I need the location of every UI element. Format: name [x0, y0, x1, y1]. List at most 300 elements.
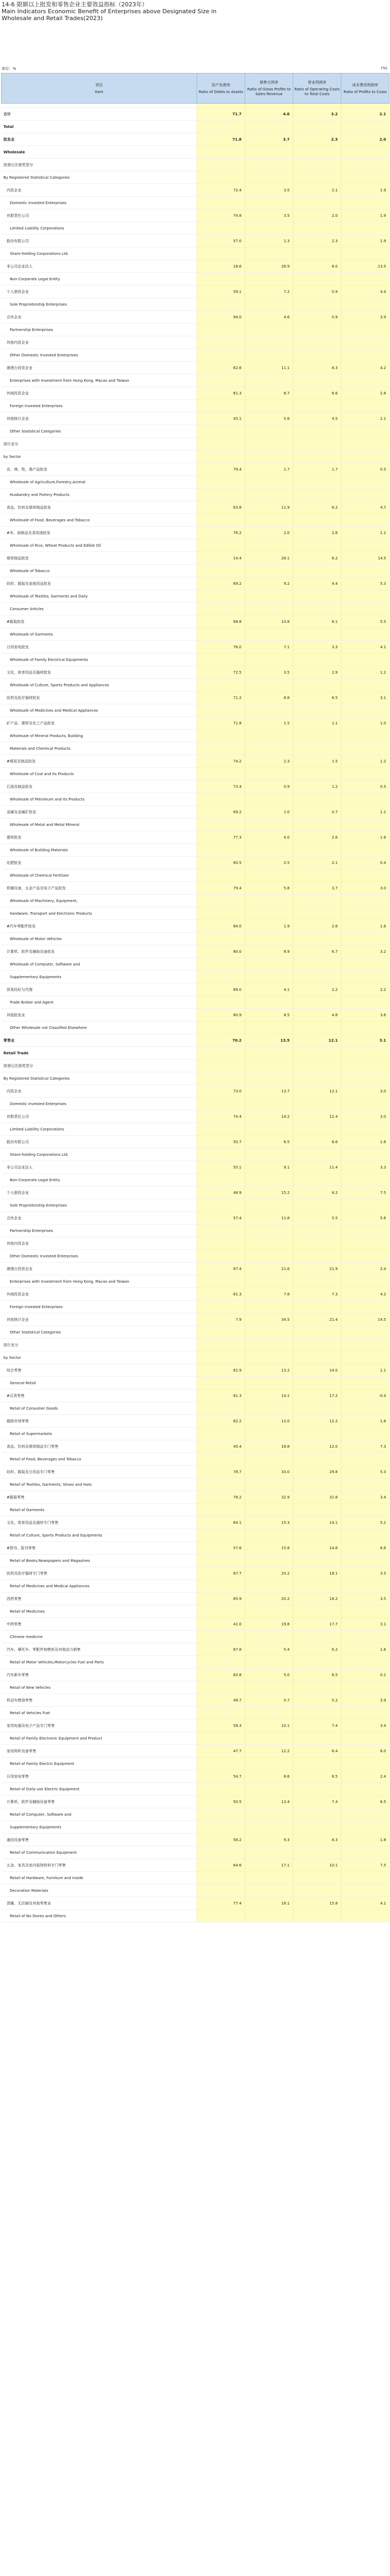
table-row: [2, 1237, 389, 1250]
table-row: [2, 146, 389, 159]
table-row: [2, 666, 389, 679]
gross-profit-ratio-cell: 18.1: [245, 1897, 293, 1910]
debt-ratio-cell: 57.6: [197, 1542, 245, 1554]
row-label: 石油及制品批发: [2, 780, 197, 793]
operating-ratio-cell: [293, 1275, 341, 1288]
gross-profit-ratio-cell: [245, 1707, 293, 1719]
profit-cost-ratio-cell: 0.5: [341, 780, 389, 793]
debt-ratio-cell: 65.9: [197, 1593, 245, 1605]
row-label: 化肥批发: [2, 857, 197, 869]
gross-profit-ratio-cell: 9.1: [245, 1161, 293, 1174]
row-label: 按登记注册类型分: [2, 159, 197, 171]
gross-profit-ratio-cell: [245, 565, 293, 577]
table-row: [2, 108, 389, 121]
gross-profit-ratio-cell: [245, 1326, 293, 1339]
header-gross-profit-ratio: [245, 73, 293, 104]
debt-ratio-cell: 60.5: [197, 857, 245, 869]
profit-cost-ratio-cell: [341, 1821, 389, 1834]
gross-profit-ratio-cell: 8.5: [245, 1009, 293, 1022]
operating-ratio-cell: 8.2: [293, 1186, 341, 1199]
row-label: 合伙企业: [2, 311, 197, 324]
debt-ratio-cell: 14.4: [197, 552, 245, 565]
table-row: [2, 1859, 389, 1872]
row-label: Wholesale of Medicines and Medical Appliances: [2, 704, 197, 717]
gross-profit-ratio-cell: 4.6: [245, 108, 293, 121]
row-label: 机动车燃油零售: [2, 1694, 197, 1707]
table-row: [2, 324, 389, 336]
gross-profit-ratio-cell: 0.9: [245, 780, 293, 793]
table-row: [2, 1796, 389, 1808]
row-label: Wholesale of Petroleum and Its Products: [2, 793, 197, 806]
table-row: [2, 818, 389, 831]
table-row: [2, 768, 389, 780]
table-row: [2, 1529, 389, 1542]
row-label: Supplementary Equipments: [2, 1821, 197, 1834]
table-row: [2, 730, 389, 742]
gross-profit-ratio-cell: [245, 1237, 293, 1250]
row-label: Domestic Invested Enterprises: [2, 1098, 197, 1110]
gross-profit-ratio-cell: 10.1: [245, 1719, 293, 1732]
profit-cost-ratio-cell: 4.1: [341, 1897, 389, 1910]
operating-ratio-cell: 21.4: [293, 1313, 341, 1326]
table-row: [2, 1681, 389, 1694]
gross-profit-ratio-cell: [245, 349, 293, 362]
operating-ratio-cell: [293, 1060, 341, 1072]
operating-ratio-cell: [293, 1351, 341, 1364]
operating-ratio-cell: 0.9: [293, 311, 341, 324]
table-row: [2, 920, 389, 933]
gross-profit-ratio-cell: [245, 1250, 293, 1263]
row-label: Husbandry and Fishery Products: [2, 489, 197, 501]
row-label: Sole Proprietorship Enterprises: [2, 298, 197, 311]
profit-cost-ratio-cell: [341, 565, 389, 577]
operating-ratio-cell: 2.6: [293, 831, 341, 844]
profit-cost-ratio-cell: [341, 1237, 389, 1250]
table-row: [2, 603, 389, 615]
gross-profit-ratio-cell: [245, 907, 293, 920]
gross-profit-ratio-cell: 1.3: [245, 235, 293, 247]
profit-cost-ratio-cell: [341, 1631, 389, 1643]
table-row: [2, 1694, 389, 1707]
header-item-cn: 项目: [95, 82, 103, 87]
profit-cost-ratio-cell: [341, 1758, 389, 1770]
debt-ratio-cell: 79.4: [197, 882, 245, 895]
gross-profit-ratio-cell: 2.5: [245, 857, 293, 869]
profit-cost-ratio-cell: [341, 628, 389, 641]
table-row: [2, 679, 389, 692]
operating-ratio-cell: [293, 1681, 341, 1694]
gross-profit-ratio-cell: [245, 1656, 293, 1669]
table-row: [2, 1491, 389, 1504]
debt-ratio-cell: 61.3: [197, 1288, 245, 1301]
table-row: [2, 121, 389, 133]
operating-ratio-cell: 11.4: [293, 1161, 341, 1174]
header-debt-ratio: [197, 73, 245, 104]
profit-cost-ratio-cell: [341, 844, 389, 857]
operating-ratio-cell: [293, 869, 341, 882]
gross-profit-ratio-cell: 7.1: [245, 641, 293, 654]
gross-profit-ratio-cell: 34.5: [245, 1313, 293, 1326]
table-row: [2, 958, 389, 971]
table-row: [2, 755, 389, 768]
profit-cost-ratio-cell: 3.1: [341, 1034, 389, 1047]
gross-profit-ratio-cell: [245, 1275, 293, 1288]
gross-profit-ratio-cell: 8.6: [245, 1770, 293, 1783]
operating-ratio-cell: [293, 1605, 341, 1618]
row-label: Foreign Invested Enterprises: [2, 1301, 197, 1313]
profit-cost-ratio-cell: 3.0: [341, 1110, 389, 1123]
profit-cost-ratio-cell: [341, 1808, 389, 1821]
gross-profit-ratio-cell: [245, 121, 293, 133]
operating-ratio-cell: 2.3: [293, 235, 341, 247]
operating-ratio-cell: [293, 247, 341, 260]
table-row: [2, 463, 389, 476]
debt-ratio-cell: [197, 222, 245, 235]
table-row: [2, 1313, 389, 1326]
operating-ratio-cell: 12.4: [293, 1110, 341, 1123]
gross-profit-ratio-cell: [245, 1339, 293, 1351]
table-row: [2, 450, 389, 463]
row-label: 建材批发: [2, 831, 197, 844]
operating-ratio-cell: 5.5: [293, 1212, 341, 1225]
debt-ratio-cell: [197, 742, 245, 755]
table-row: [2, 1377, 389, 1390]
operating-ratio-cell: 6.5: [293, 692, 341, 704]
gross-profit-ratio-cell: [245, 1377, 293, 1390]
row-label: 货摊、无店铺及其他零售业: [2, 1897, 197, 1910]
profit-cost-ratio-cell: [341, 1275, 389, 1288]
operating-ratio-cell: 18.1: [293, 1567, 341, 1580]
debt-ratio-cell: [197, 247, 245, 260]
profit-cost-ratio-cell: [341, 958, 389, 971]
gross-profit-ratio-cell: 4.1: [245, 983, 293, 996]
debt-ratio-cell: [197, 146, 245, 159]
profit-cost-ratio-cell: [341, 1148, 389, 1161]
debt-ratio-cell: [197, 1656, 245, 1669]
debt-ratio-cell: [197, 1681, 245, 1694]
gross-profit-ratio-cell: [245, 1758, 293, 1770]
table-row: [2, 1808, 389, 1821]
gross-profit-ratio-cell: 19.8: [245, 1618, 293, 1631]
row-label: Wholesale of Food, Beverages and Tobacco: [2, 514, 197, 527]
profit-cost-ratio-cell: [341, 336, 389, 349]
header-profit-cost-ratio-cn: 成本费用利润率: [352, 82, 378, 87]
row-label: Retail of Hardware, Furniture and Inside: [2, 1872, 197, 1884]
table-row: [2, 1643, 389, 1656]
profit-cost-ratio-cell: 3.1: [341, 1618, 389, 1631]
gross-profit-ratio-cell: [245, 1846, 293, 1859]
profit-cost-ratio-cell: [341, 1060, 389, 1072]
debt-ratio-cell: 70.2: [197, 1034, 245, 1047]
gross-profit-ratio-cell: [245, 1554, 293, 1567]
gross-profit-ratio-cell: [245, 1910, 293, 1922]
operating-ratio-cell: [293, 1339, 341, 1351]
profit-cost-ratio-cell: 0.5: [341, 463, 389, 476]
row-label: 计算机、软件及辅助设备批发: [2, 945, 197, 958]
table-row: [2, 933, 389, 945]
row-label: Wholesale of Coal and Its Products: [2, 768, 197, 780]
profit-cost-ratio-cell: [341, 324, 389, 336]
gross-profit-ratio-cell: 10.8: [245, 615, 293, 628]
row-label: 非公司企业法人: [2, 260, 197, 273]
table-row: [2, 692, 389, 704]
debt-ratio-cell: [197, 996, 245, 1009]
header-profit-cost-ratio: [341, 73, 389, 104]
row-label: 计算机、软件及辅助设备零售: [2, 1796, 197, 1808]
row-label: Wholesale of Tobacco: [2, 565, 197, 577]
debt-ratio-cell: [197, 349, 245, 362]
table-row: [2, 1783, 389, 1796]
gross-profit-ratio-cell: 15.2: [245, 1186, 293, 1199]
debt-ratio-cell: 73.4: [197, 780, 245, 793]
profit-cost-ratio-cell: 14.5: [341, 1313, 389, 1326]
operating-ratio-cell: 12.2: [293, 1415, 341, 1428]
operating-ratio-cell: 2.2: [293, 983, 341, 996]
table-row: [2, 1897, 389, 1910]
header-gross-profit-ratio-cn: 销售毛利率: [259, 80, 278, 85]
profit-cost-ratio-cell: [341, 1453, 389, 1466]
debt-ratio-cell: 77.4: [197, 1897, 245, 1910]
operating-ratio-cell: [293, 768, 341, 780]
table-row: [2, 1707, 389, 1719]
table-row: [2, 400, 389, 412]
profit-cost-ratio-cell: [341, 349, 389, 362]
row-label: Trade Broker and Agent: [2, 996, 197, 1009]
row-label: Retail of Communication Equipment: [2, 1846, 197, 1859]
operating-ratio-cell: [293, 1504, 341, 1516]
gross-profit-ratio-cell: 5.6: [245, 412, 293, 425]
table-row: [2, 1161, 389, 1174]
profit-cost-ratio-cell: [341, 1504, 389, 1516]
gross-profit-ratio-cell: [245, 933, 293, 945]
profit-cost-ratio-cell: 3.4: [341, 1491, 389, 1504]
table-row: [2, 1085, 389, 1098]
gross-profit-ratio-cell: [245, 336, 293, 349]
table-row: [2, 1719, 389, 1732]
operating-ratio-cell: 2.6: [293, 920, 341, 933]
profit-cost-ratio-cell: 7.5: [341, 1859, 389, 1872]
debt-ratio-cell: [197, 958, 245, 971]
operating-ratio-cell: 7.4: [293, 1796, 341, 1808]
operating-ratio-cell: [293, 654, 341, 666]
debt-ratio-cell: 69.2: [197, 806, 245, 818]
table-row: [2, 425, 389, 438]
table-row: [2, 273, 389, 286]
row-label: 通信设备零售: [2, 1834, 197, 1846]
row-label: #百货零售: [2, 1390, 197, 1402]
table-row: [2, 1758, 389, 1770]
table-row: [2, 793, 389, 806]
profit-cost-ratio-cell: 4.7: [341, 501, 389, 514]
debt-ratio-cell: [197, 489, 245, 501]
debt-ratio-cell: [197, 1148, 245, 1161]
gross-profit-ratio-cell: 12.2: [245, 1745, 293, 1758]
profit-cost-ratio-cell: 4.1: [341, 641, 389, 654]
operating-ratio-cell: 6.1: [293, 615, 341, 628]
gross-profit-ratio-cell: [245, 730, 293, 742]
debt-ratio-cell: 69.2: [197, 577, 245, 590]
row-label: 合计: [2, 108, 197, 121]
profit-cost-ratio-cell: 3.0: [341, 882, 389, 895]
profit-cost-ratio-cell: [341, 1478, 389, 1491]
profit-cost-ratio-cell: 3.5: [341, 1593, 389, 1605]
table-row: [2, 184, 389, 197]
gross-profit-ratio-cell: [245, 818, 293, 831]
table-row: [2, 1732, 389, 1745]
table-row: [2, 539, 389, 552]
gross-profit-ratio-cell: [245, 400, 293, 412]
debt-ratio-cell: 57.4: [197, 1212, 245, 1225]
profit-cost-ratio-cell: -0.4: [341, 1390, 389, 1402]
operating-ratio-cell: [293, 438, 341, 450]
table-row: [2, 1364, 389, 1377]
gross-profit-ratio-cell: 2.0: [245, 527, 293, 539]
table-row: [2, 362, 389, 374]
debt-ratio-cell: 64.1: [197, 1516, 245, 1529]
debt-ratio-cell: [197, 793, 245, 806]
gross-profit-ratio-cell: [245, 1301, 293, 1313]
operating-ratio-cell: [293, 146, 341, 159]
operating-ratio-cell: [293, 273, 341, 286]
table-row: [2, 1745, 389, 1758]
debt-ratio-cell: 54.7: [197, 1770, 245, 1783]
profit-cost-ratio-cell: 1.2: [341, 755, 389, 768]
unit-label: 单位：%: [2, 67, 16, 71]
profit-cost-ratio-cell: 2.0: [341, 133, 389, 146]
debt-ratio-cell: 41.0: [197, 1618, 245, 1631]
gross-profit-ratio-cell: [245, 1022, 293, 1034]
row-label: 家用电器及电子产品专门零售: [2, 1719, 197, 1732]
profit-cost-ratio-cell: 0.4: [341, 857, 389, 869]
profit-cost-ratio-cell: [341, 400, 389, 412]
table-row: [2, 336, 389, 349]
row-label: Partnership Enterprises: [2, 1225, 197, 1237]
table-row: [2, 742, 389, 755]
profit-cost-ratio-cell: 1.6: [341, 920, 389, 933]
debt-ratio-cell: 71.8: [197, 133, 245, 146]
gross-profit-ratio-cell: [245, 1072, 293, 1085]
profit-cost-ratio-cell: [341, 1681, 389, 1694]
gross-profit-ratio-cell: [245, 489, 293, 501]
row-label: Retail of Daily-use Electric Equipment: [2, 1783, 197, 1796]
row-label: 股份有限公司: [2, 235, 197, 247]
header-operating-ratio-cn: 营业利润率: [308, 80, 327, 85]
profit-cost-ratio-cell: [341, 654, 389, 666]
row-label: 中药零售: [2, 1618, 197, 1631]
operating-ratio-cell: 1.7: [293, 463, 341, 476]
gross-profit-ratio-cell: 33.0: [245, 1466, 293, 1478]
table-row: [2, 831, 389, 844]
operating-ratio-cell: 7.3: [293, 1288, 341, 1301]
table-row: [2, 1022, 389, 1034]
operating-ratio-cell: [293, 1631, 341, 1643]
profit-cost-ratio-cell: [341, 146, 389, 159]
gross-profit-ratio-cell: [245, 514, 293, 527]
operating-ratio-cell: [293, 1758, 341, 1770]
debt-ratio-cell: 47.7: [197, 1745, 245, 1758]
table-row: [2, 235, 389, 247]
debt-ratio-cell: [197, 1478, 245, 1491]
debt-ratio-cell: [197, 907, 245, 920]
table-row: [2, 209, 389, 222]
row-label: Other Statistical Categories: [2, 1326, 197, 1339]
operating-ratio-cell: 21.9: [293, 1263, 341, 1275]
table-row: [2, 1415, 389, 1428]
spacer-cell: [245, 104, 293, 108]
debt-ratio-cell: [197, 450, 245, 463]
debt-ratio-cell: 71.2: [197, 692, 245, 704]
operating-ratio-cell: [293, 1554, 341, 1567]
profit-cost-ratio-cell: 2.2: [341, 983, 389, 996]
table-row: [2, 1199, 389, 1212]
gross-profit-ratio-cell: 14.2: [245, 1110, 293, 1123]
operating-ratio-cell: [293, 1237, 341, 1250]
gross-profit-ratio-cell: [245, 590, 293, 603]
profit-cost-ratio-cell: [341, 933, 389, 945]
row-label: Share-holding Corporations Ltd.: [2, 247, 197, 260]
gross-profit-ratio-cell: [245, 1428, 293, 1440]
gross-profit-ratio-cell: [245, 1123, 293, 1136]
gross-profit-ratio-cell: [245, 1478, 293, 1491]
gross-profit-ratio-cell: [245, 1732, 293, 1745]
debt-ratio-cell: 76.2: [197, 527, 245, 539]
operating-ratio-cell: 2.3: [293, 133, 341, 146]
debt-ratio-cell: [197, 1047, 245, 1060]
row-label: 港澳台投资企业: [2, 362, 197, 374]
gross-profit-ratio-cell: [245, 1529, 293, 1542]
debt-ratio-cell: [197, 679, 245, 692]
profit-cost-ratio-cell: [341, 1580, 389, 1593]
table-row: [2, 1225, 389, 1237]
row-label: #煤炭及制品批发: [2, 755, 197, 768]
row-label: Other Statistical Categories: [2, 425, 197, 438]
operating-ratio-cell: 4.8: [293, 1009, 341, 1022]
debt-ratio-cell: 74.8: [197, 209, 245, 222]
row-label: 日用家电零售: [2, 1770, 197, 1783]
indicator-table: [1, 73, 389, 1922]
debt-ratio-cell: [197, 1225, 245, 1237]
operating-ratio-cell: 0.9: [293, 286, 341, 298]
profit-cost-ratio-cell: [341, 1123, 389, 1136]
debt-ratio-cell: [197, 730, 245, 742]
debt-ratio-cell: [197, 1022, 245, 1034]
row-label: 烟草制品批发: [2, 552, 197, 565]
row-label: Supplementary Equipments: [2, 971, 197, 983]
table-row: [2, 1123, 389, 1136]
operating-ratio-cell: 8.3: [293, 1834, 341, 1846]
gross-profit-ratio-cell: [245, 768, 293, 780]
profit-cost-ratio-cell: 1.9: [341, 209, 389, 222]
table-row: [2, 1884, 389, 1897]
debt-ratio-cell: [197, 1821, 245, 1834]
debt-ratio-cell: [197, 869, 245, 882]
row-label: Foreign Invested Enterprises: [2, 400, 197, 412]
debt-ratio-cell: 81.3: [197, 1390, 245, 1402]
debt-ratio-cell: [197, 1174, 245, 1186]
operating-ratio-cell: 31.8: [293, 1491, 341, 1504]
operating-ratio-cell: 10.1: [293, 1859, 341, 1872]
operating-ratio-cell: [293, 1326, 341, 1339]
profit-cost-ratio-cell: [341, 489, 389, 501]
operating-ratio-cell: [293, 1783, 341, 1796]
debt-ratio-cell: 58.2: [197, 1834, 245, 1846]
profit-cost-ratio-cell: [341, 730, 389, 742]
debt-ratio-cell: [197, 1377, 245, 1390]
operating-ratio-cell: [293, 628, 341, 641]
profit-cost-ratio-cell: [341, 247, 389, 260]
debt-ratio-cell: [197, 971, 245, 983]
debt-ratio-cell: [197, 1846, 245, 1859]
